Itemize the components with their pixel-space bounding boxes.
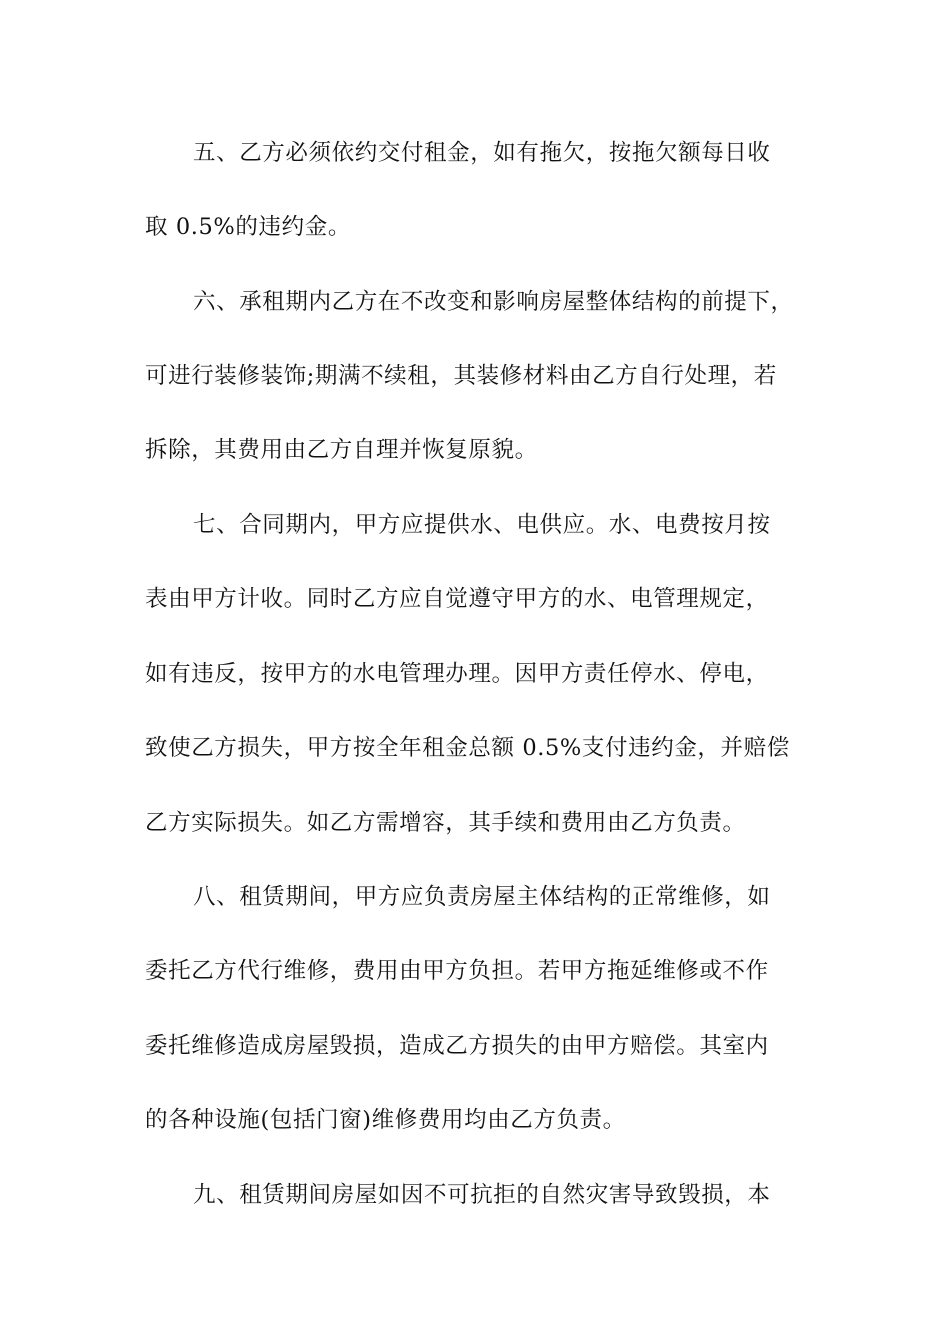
clause-5-line-1: 五、乙方必须依约交付租金，如有拖欠，按拖欠额每日收 bbox=[193, 140, 771, 166]
clause-8-line-3: 委托维修造成房屋毁损，造成乙方损失的由甲方赔偿。其室内 bbox=[145, 1033, 769, 1059]
clause-8-line-1: 八、租赁期间，甲方应负责房屋主体结构的正常维修，如 bbox=[193, 884, 771, 910]
clause-7-line-3: 如有违反，按甲方的水电管理办理。因甲方责任停水、停电， bbox=[145, 661, 769, 687]
clause-5-line-2: 取 0.5%的违约金。 bbox=[145, 214, 351, 240]
clause-7-line-2: 表由甲方计收。同时乙方应自觉遵守甲方的水、电管理规定， bbox=[145, 586, 769, 612]
clause-7-line-4: 致使乙方损失，甲方按全年租金总额 0.5%支付违约金，并赔偿 bbox=[145, 735, 790, 761]
clause-9-line-1: 九、租赁期间房屋如因不可抗拒的自然灾害导致毁损，本 bbox=[193, 1182, 771, 1208]
clause-6-line-2: 可进行装修装饰;期满不续租，其装修材料由乙方自行处理，若 bbox=[145, 363, 777, 389]
clause-7-line-5: 乙方实际损失。如乙方需增容，其手续和费用由乙方负责。 bbox=[145, 810, 746, 836]
clause-8-line-4: 的各种设施(包括门窗)维修费用均由乙方负责。 bbox=[145, 1107, 626, 1133]
clause-7-line-1: 七、合同期内，甲方应提供水、电供应。水、电费按月按 bbox=[193, 512, 771, 538]
clause-6-line-1: 六、承租期内乙方在不改变和影响房屋整体结构的前提下， bbox=[193, 289, 794, 315]
clause-8-line-2: 委托乙方代行维修，费用由甲方负担。若甲方拖延维修或不作 bbox=[145, 958, 769, 984]
clause-6-line-3: 拆除，其费用由乙方自理并恢复原貌。 bbox=[145, 437, 538, 463]
